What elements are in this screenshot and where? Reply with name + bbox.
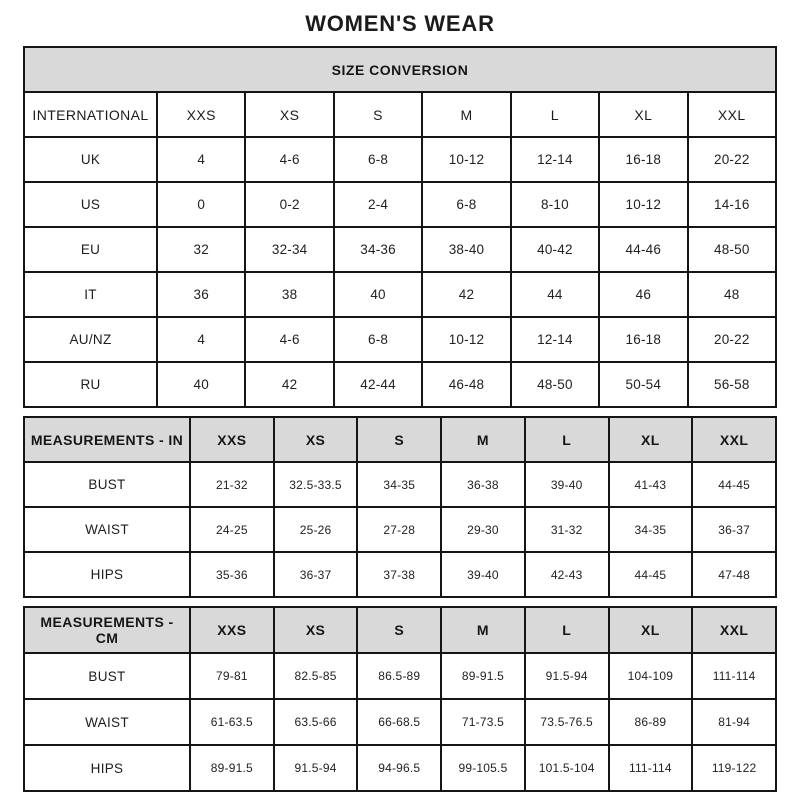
column-header-xs: XS [274, 417, 358, 462]
measurement-cell: 29-30 [441, 507, 525, 552]
size-cell: 48-50 [688, 227, 776, 272]
measurement-cell: 89-91.5 [190, 745, 274, 791]
size-cell: 44-46 [599, 227, 687, 272]
column-header-row [24, 417, 776, 462]
measurement-cell: 36-37 [692, 507, 776, 552]
row-label: WAIST [24, 699, 190, 745]
size-cell: 48-50 [511, 362, 599, 407]
column-header-l: L [525, 417, 609, 462]
size-cell: 44 [511, 272, 599, 317]
size-cell: 46-48 [422, 362, 510, 407]
column-header-xxs: XXS [190, 607, 274, 653]
page-title: WOMEN'S WEAR [305, 11, 495, 36]
measurements-cm-table [23, 606, 777, 792]
table-row-hips [24, 552, 776, 597]
size-cell: 50-54 [599, 362, 687, 407]
size-cell: 40 [157, 362, 245, 407]
size-cell: 40-42 [511, 227, 599, 272]
measurement-cell: 42-43 [525, 552, 609, 597]
row-label: BUST [24, 653, 190, 699]
column-header-s: S [357, 607, 441, 653]
size-cell: 0 [157, 182, 245, 227]
column-header-m: M [422, 92, 510, 137]
size-cell: 32 [157, 227, 245, 272]
row-label: WAIST [24, 507, 190, 552]
column-header-xs: XS [274, 607, 358, 653]
measurement-cell: 35-36 [190, 552, 274, 597]
column-header-xxl: XXL [692, 417, 776, 462]
row-label: RU [24, 362, 157, 407]
measurement-cell: 34-35 [609, 507, 693, 552]
measurement-cell: 79-81 [190, 653, 274, 699]
measurement-cell: 81-94 [692, 699, 776, 745]
size-cell: 36 [157, 272, 245, 317]
measurement-cell: 119-122 [692, 745, 776, 791]
measurement-cell: 91.5-94 [274, 745, 358, 791]
measurement-cell: 39-40 [441, 552, 525, 597]
row-label: HIPS [24, 745, 190, 791]
size-cell: 0-2 [245, 182, 333, 227]
table-row-us [24, 182, 776, 227]
table-row-waist [24, 507, 776, 552]
size-cell: 56-58 [688, 362, 776, 407]
measurements-in-table [23, 416, 777, 598]
measurement-cell: 32.5-33.5 [274, 462, 358, 507]
measurement-cell: 41-43 [609, 462, 693, 507]
column-header-xl: XL [609, 417, 693, 462]
measurement-cell: 82.5-85 [274, 653, 358, 699]
measurement-cell: 44-45 [609, 552, 693, 597]
column-header-xl: XL [599, 92, 687, 137]
column-header-international: INTERNATIONAL [24, 92, 157, 137]
measurement-cell: 111-114 [609, 745, 693, 791]
row-label: UK [24, 137, 157, 182]
size-cell: 40 [334, 272, 422, 317]
measurement-cell: 71-73.5 [441, 699, 525, 745]
size-cell: 10-12 [599, 182, 687, 227]
column-header-xs: XS [245, 92, 333, 137]
size-cell: 10-12 [422, 137, 510, 182]
table-title-row [24, 47, 776, 92]
size-conversion-title: SIZE CONVERSION [24, 47, 776, 92]
column-header-xxs: XXS [190, 417, 274, 462]
size-cell: 20-22 [688, 317, 776, 362]
measurements-in-title: MEASUREMENTS - IN [24, 417, 190, 462]
measurement-cell: 111-114 [692, 653, 776, 699]
column-header-m: M [441, 607, 525, 653]
measurement-cell: 104-109 [609, 653, 693, 699]
column-header-s: S [357, 417, 441, 462]
measurement-cell: 99-105.5 [441, 745, 525, 791]
column-header-l: L [525, 607, 609, 653]
measurement-cell: 86-89 [609, 699, 693, 745]
table-row-aunz [24, 317, 776, 362]
table-row-hips [24, 745, 776, 791]
table-row-bust [24, 653, 776, 699]
size-cell: 16-18 [599, 317, 687, 362]
size-cell: 46 [599, 272, 687, 317]
measurement-cell: 44-45 [692, 462, 776, 507]
measurement-cell: 34-35 [357, 462, 441, 507]
size-cell: 38-40 [422, 227, 510, 272]
measurement-cell: 25-26 [274, 507, 358, 552]
size-cell: 16-18 [599, 137, 687, 182]
size-cell: 4 [157, 137, 245, 182]
size-cell: 4 [157, 317, 245, 362]
size-cell: 12-14 [511, 317, 599, 362]
table-row-uk [24, 137, 776, 182]
row-label: HIPS [24, 552, 190, 597]
size-conversion-table [23, 46, 777, 408]
size-cell: 6-8 [334, 137, 422, 182]
table-row-eu [24, 227, 776, 272]
size-cell: 6-8 [422, 182, 510, 227]
row-label: IT [24, 272, 157, 317]
measurement-cell: 94-96.5 [357, 745, 441, 791]
size-cell: 4-6 [245, 317, 333, 362]
size-cell: 38 [245, 272, 333, 317]
measurement-cell: 89-91.5 [441, 653, 525, 699]
size-cell: 42 [422, 272, 510, 317]
size-cell: 6-8 [334, 317, 422, 362]
table-row-waist [24, 699, 776, 745]
row-label: EU [24, 227, 157, 272]
size-cell: 20-22 [688, 137, 776, 182]
size-cell: 42 [245, 362, 333, 407]
measurement-cell: 36-37 [274, 552, 358, 597]
measurement-cell: 36-38 [441, 462, 525, 507]
measurement-cell: 73.5-76.5 [525, 699, 609, 745]
measurement-cell: 86.5-89 [357, 653, 441, 699]
size-cell: 42-44 [334, 362, 422, 407]
column-header-l: L [511, 92, 599, 137]
size-cell: 2-4 [334, 182, 422, 227]
size-cell: 32-34 [245, 227, 333, 272]
size-cell: 10-12 [422, 317, 510, 362]
measurement-cell: 47-48 [692, 552, 776, 597]
measurement-cell: 66-68.5 [357, 699, 441, 745]
size-cell: 14-16 [688, 182, 776, 227]
size-cell: 34-36 [334, 227, 422, 272]
column-header-xxl: XXL [688, 92, 776, 137]
measurement-cell: 91.5-94 [525, 653, 609, 699]
column-header-s: S [334, 92, 422, 137]
measurement-cell: 61-63.5 [190, 699, 274, 745]
measurement-cell: 31-32 [525, 507, 609, 552]
measurement-cell: 37-38 [357, 552, 441, 597]
column-header-row [24, 607, 776, 653]
measurement-cell: 27-28 [357, 507, 441, 552]
measurement-cell: 101.5-104 [525, 745, 609, 791]
size-cell: 12-14 [511, 137, 599, 182]
measurement-cell: 21-32 [190, 462, 274, 507]
measurement-cell: 63.5-66 [274, 699, 358, 745]
column-header-xxs: XXS [157, 92, 245, 137]
column-header-xl: XL [609, 607, 693, 653]
column-header-row [24, 92, 776, 137]
measurement-cell: 39-40 [525, 462, 609, 507]
row-label: BUST [24, 462, 190, 507]
column-header-m: M [441, 417, 525, 462]
size-cell: 48 [688, 272, 776, 317]
size-cell: 4-6 [245, 137, 333, 182]
row-label: US [24, 182, 157, 227]
table-row-it [24, 272, 776, 317]
column-header-xxl: XXL [692, 607, 776, 653]
measurements-cm-title: MEASUREMENTS - CM [24, 607, 190, 653]
measurement-cell: 24-25 [190, 507, 274, 552]
table-row-ru [24, 362, 776, 407]
row-label: AU/NZ [24, 317, 157, 362]
size-cell: 8-10 [511, 182, 599, 227]
table-row-bust [24, 462, 776, 507]
